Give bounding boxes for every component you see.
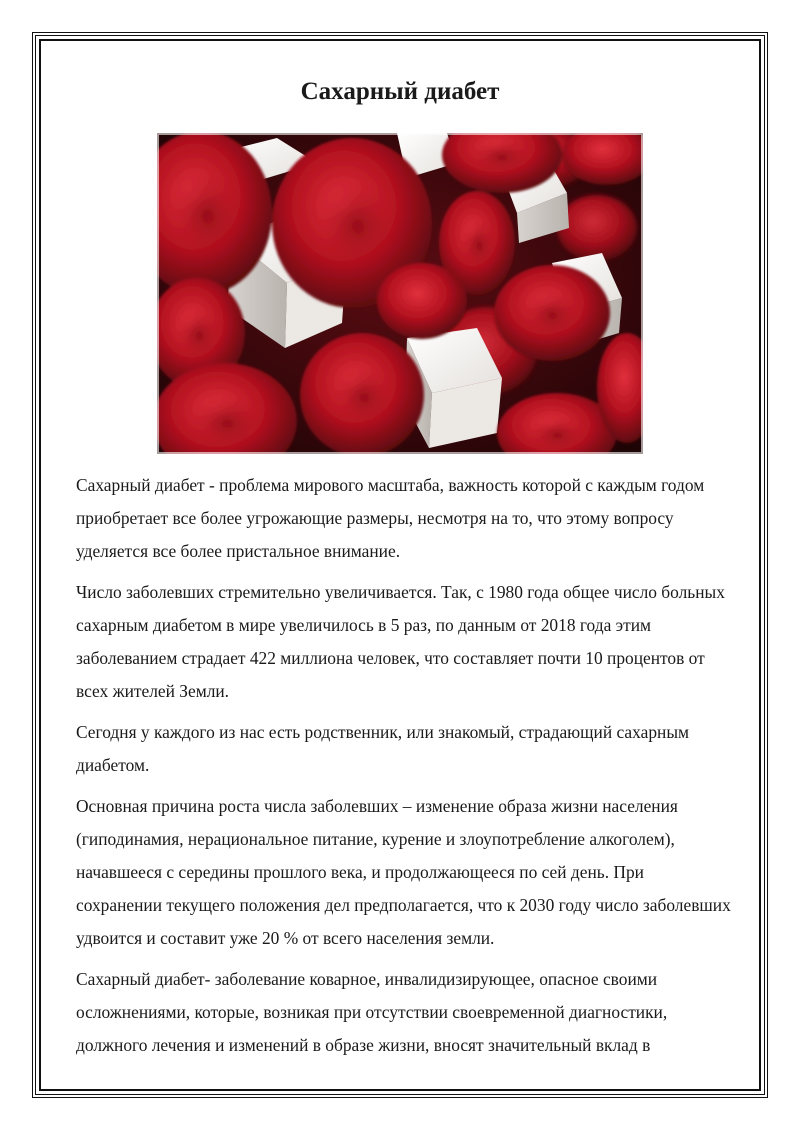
page-title: Сахарный диабет: [300, 78, 500, 105]
paragraph: Сахарный диабет- заболевание коварное, инвалидизирующее, опасное своими осложнениями, которые, возникая при отсутствии своевременной диагностики, должного лечения и изменений в образе жизни, вносят значительный вклад в: [76, 969, 668, 1055]
red-blood-cell: [300, 333, 424, 454]
paragraph: Сегодня у каждого из нас есть родственник, или знакомый, страдающий сахарным диабетом.: [76, 722, 690, 775]
red-blood-cell: [377, 263, 467, 339]
paragraph: Сахарный диабет - проблема мирового масштаба, важность которой с каждым годом приобретает все более угрожающие размеры, несмотря на то, что этому вопросу уделяется все более пристальное внимание.: [76, 475, 705, 561]
paragraph: Число заболевших стремительно увеличивается. Так, с 1980 года общее число больных сахарным диабетом в мире увеличилось в 5 раз, по данным от 2018 года этим заболеванием страдает 422 миллиона человек, что составляет почти 10 процентов от всех жителей Земли.: [76, 582, 725, 701]
blood-cells-sugar-image: [157, 133, 643, 454]
red-blood-cell: [494, 265, 610, 361]
article-body: [76, 469, 731, 1070]
paragraph: Основная причина роста числа заболевших – изменение образа жизни населения (гиподинамия, нерациональное питание, курение и злоупотребление алкоголем), начавшееся с середины прошлого века, и продолжающееся по сей день. При сохранении текущего положения дел предполагается, что к 2030 году число заболевших удвоится и составит уже 20 % от всего населения земли.: [76, 796, 731, 948]
